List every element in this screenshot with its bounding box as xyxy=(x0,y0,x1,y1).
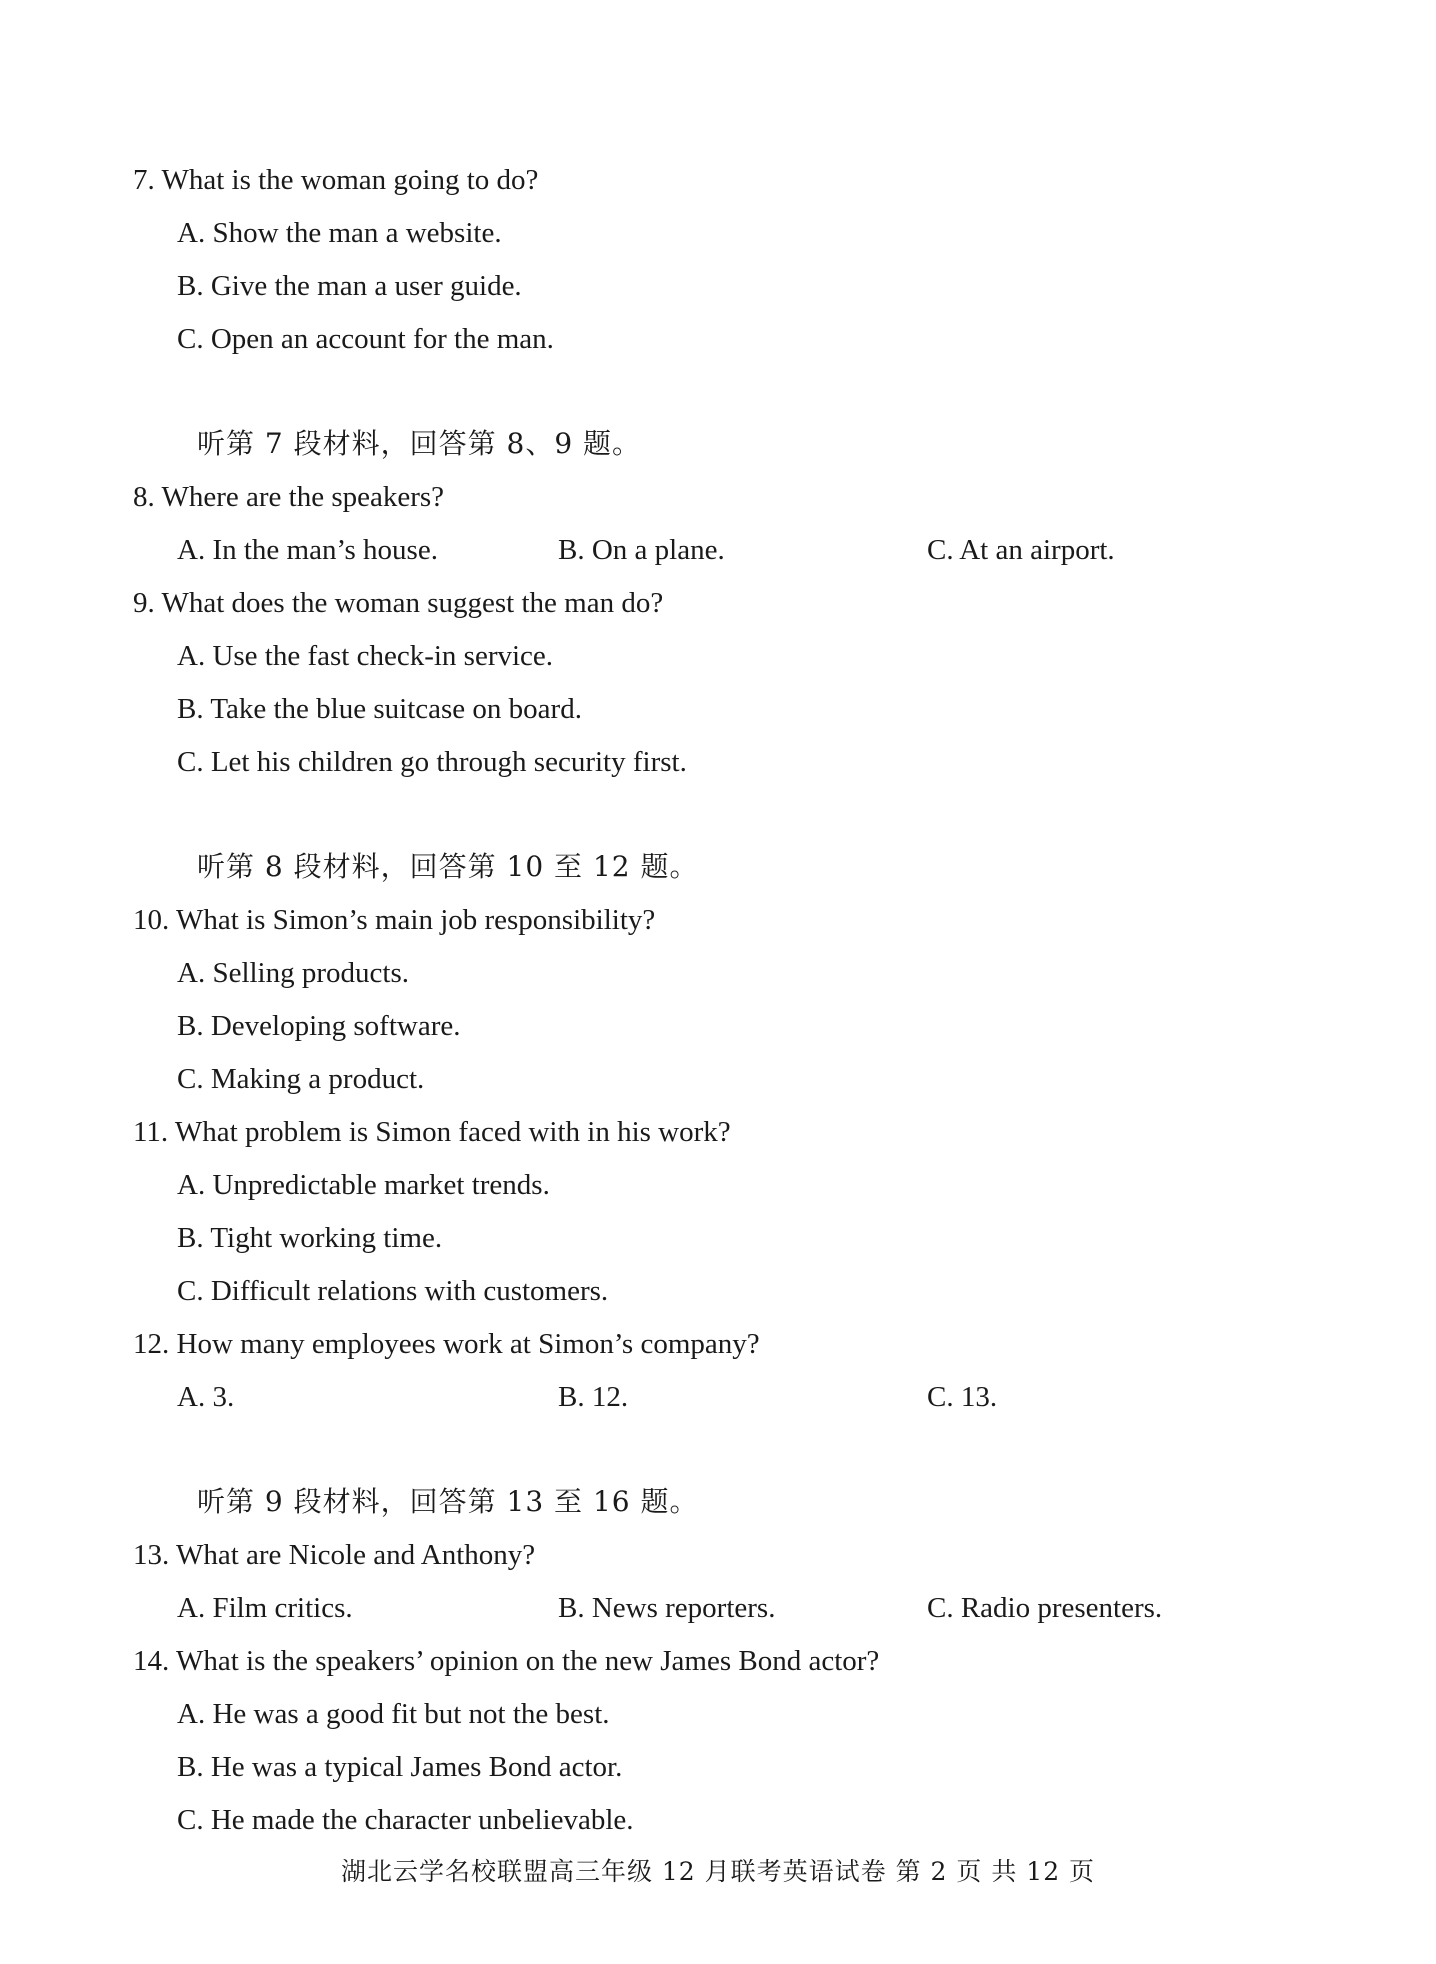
question-11-option-b: B. Tight working time. xyxy=(177,1222,443,1254)
question-12-stem: 12. How many employees work at Simon’s company? xyxy=(133,1328,760,1360)
question-7-option-c: C. Open an account for the man. xyxy=(177,323,554,355)
question-12-option-a: A. 3. xyxy=(177,1381,235,1413)
question-14-option-c: C. He made the character unbelievable. xyxy=(177,1804,634,1836)
question-8-option-c: C. At an airport. xyxy=(927,534,1115,566)
question-8-option-b: B. On a plane. xyxy=(558,534,725,566)
question-7-option-b: B. Give the man a user guide. xyxy=(177,270,522,302)
page-footer: 湖北云学名校联盟高三年级 12 月联考英语试卷 第 2 页 共 12 页 xyxy=(340,1857,1096,1886)
question-13-stem: 13. What are Nicole and Anthony? xyxy=(133,1539,536,1571)
question-7-stem: 7. What is the woman going to do? xyxy=(133,164,539,196)
question-14-option-a: A. He was a good fit but not the best. xyxy=(177,1698,610,1730)
question-11-option-c: C. Difficult relations with customers. xyxy=(177,1275,609,1307)
question-11-option-a: A. Unpredictable market trends. xyxy=(177,1169,550,1201)
question-14-option-b: B. He was a typical James Bond actor. xyxy=(177,1751,623,1783)
question-7-option-a: A. Show the man a website. xyxy=(177,217,502,249)
question-8-stem: 8. Where are the speakers? xyxy=(133,481,445,513)
question-12-option-b: B. 12. xyxy=(558,1381,629,1413)
question-9-option-a: A. Use the fast check-in service. xyxy=(177,640,554,672)
question-13-option-c: C. Radio presenters. xyxy=(927,1592,1163,1624)
question-10-option-a: A. Selling products. xyxy=(177,957,409,989)
section-7-heading: 听第 7 段材料，回答第 8、9 题。 xyxy=(197,427,642,460)
question-10-option-b: B. Developing software. xyxy=(177,1010,461,1042)
question-13-option-b: B. News reporters. xyxy=(558,1592,776,1624)
question-8-option-a: A. In the man’s house. xyxy=(177,534,438,566)
question-9-option-c: C. Let his children go through security first. xyxy=(177,746,687,778)
section-8-heading: 听第 8 段材料，回答第 10 至 12 题。 xyxy=(197,850,699,883)
question-9-stem: 9. What does the woman suggest the man do? xyxy=(133,587,664,619)
question-11-stem: 11. What problem is Simon faced with in his work? xyxy=(133,1116,731,1148)
question-13-option-a: A. Film critics. xyxy=(177,1592,353,1624)
question-10-option-c: C. Making a product. xyxy=(177,1063,425,1095)
question-12-option-c: C. 13. xyxy=(927,1381,998,1413)
question-9-option-b: B. Take the blue suitcase on board. xyxy=(177,693,582,725)
question-10-stem: 10. What is Simon’s main job responsibility? xyxy=(133,904,656,936)
section-9-heading: 听第 9 段材料，回答第 13 至 16 题。 xyxy=(197,1485,699,1518)
question-14-stem: 14. What is the speakers’ opinion on the new James Bond actor? xyxy=(133,1645,880,1677)
